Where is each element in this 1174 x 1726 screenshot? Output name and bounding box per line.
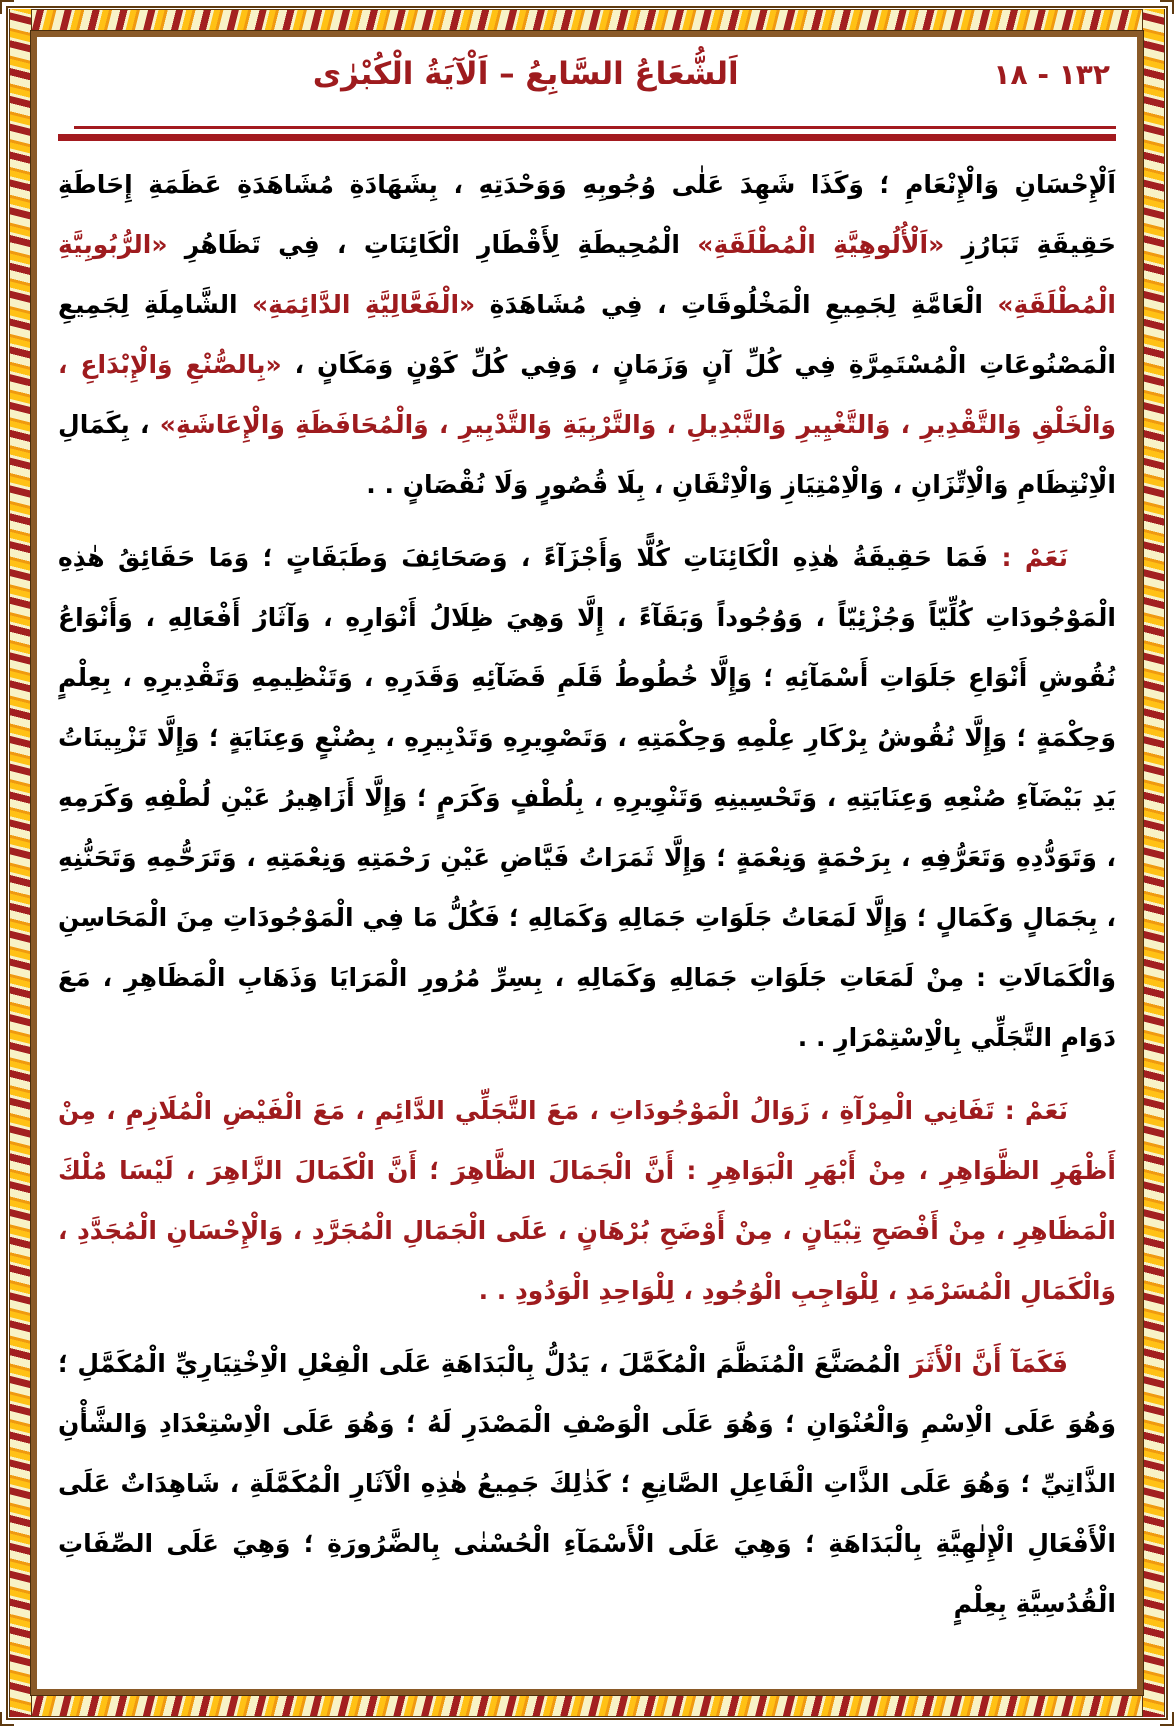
corner-ornament-bottom-left	[0, 1712, 14, 1726]
body-text	[58, 155, 1116, 1634]
ornament-band-right	[1142, 9, 1165, 1717]
text-segment-black: ، بِكَمَالِ الْاِنْتِظَامِ وَالْاِتِّزَانِ ، وَالْاِمْتِيَازِ وَالْاِتْقَانِ ، بِلَا قُصُورٍ وَلَا نُقْصَانٍ . .	[58, 410, 1116, 499]
text-segment-black: الشَّامِلَةِ لِجَمِيعِ الْمَصْنُوعَاتِ الْمُسْتَمِرَّةِ فِي كُلِّ آنٍ وَزَمَانٍ ، وَفِي كُلِّ كَوْنٍ وَمَكَانٍ ،	[58, 290, 1116, 379]
corner-ornament-top-left	[0, 0, 14, 14]
ornament-band-bottom	[9, 1694, 1165, 1717]
corner-ornament-top-right	[1160, 0, 1174, 14]
page-title: اَلشُّعَاعُ السَّابِعُ – اَلْآيَةُ الْكُبْرٰى	[312, 56, 739, 92]
text-segment-black: الْمُصَنَّعَ الْمُنَظَّمَ الْمُكَمَّلَ ، يَدُلُّ بِالْبَدَاهَةِ عَلَى الْفِعْلِ الْاِخْتِيَارِيِّ الْمُكَمَّلِ ؛ وَهُوَ عَلَى الْاِسْمِ وَالْعُنْوَانِ ؛ وَهُوَ عَلَى الْوَصْفِ الْمَصْدَرِ لَهُ ؛ وَهُوَ عَلَى الْاِسْتِعْدَادِ وَالشَّأْنِ الذَّاتِيِّ ؛ وَهُوَ عَلَى الذَّاتِ الْفَاعِلِ الصَّانِعِ ؛ كَذٰلِكَ جَمِيعُ هٰذِهِ الْآثَارِ الْمُكَمَّلَةِ ، شَاهِدَاتٌ عَلَى الْأَفْعَالِ الْإِلٰهِيَّةِ بِالْبَدَاهَةِ ؛ وَهِيَ عَلَى الْأَسْمَآءِ الْحُسْنٰى بِالضَّرُورَةِ ؛ وَهِيَ عَلَى الصِّفَاتِ الْقُدُسِيَّةِ بِعِلْمٍ	[58, 1349, 1116, 1618]
paragraph	[58, 1081, 1116, 1321]
header-rule-thin	[74, 126, 1116, 129]
text-segment-red: «الرُّبُوبِيَّةِ الْمُطْلَقَةِ»	[58, 230, 1116, 319]
text-segment-red: «بِالصُّنْعِ وَالْإِبْدَاعِ ، وَالْخَلْقِ وَالتَّقْدِيرِ ، وَالتَّغْيِيرِ وَالتَّبْدِيلِ ، وَالتَّرْبِيَةِ وَالتَّدْبِيرِ ، وَالْمُحَافَظَةِ وَالْإِعَاشَةِ»	[58, 350, 1116, 439]
text-segment-black: اَلْإِحْسَانِ وَالْإِنْعَامِ ؛ وَكَذَا شَهِدَ عَلٰى وُجُوبِهِ وَوَحْدَتِهِ ، بِشَهَادَةِ مُشَاهَدَةِ عَظَمَةِ إِحَاطَةِ حَقِيقَةِ تَبَارُزِ	[58, 170, 1117, 259]
ornament-band-top	[9, 9, 1165, 32]
page-number: ١٣٢ - ١٨	[993, 58, 1110, 91]
page-content	[58, 56, 1116, 1678]
text-segment-red: «اَلْأُلُوهِيَّةِ الْمُطْلَقَةِ»	[697, 230, 945, 259]
text-segment-red: فَكَمَآ أَنَّ الْأَثَرَ	[900, 1349, 1069, 1378]
text-segment-black: الْعَامَّةِ لِجَمِيعِ الْمَخْلُوقَاتِ ، فِي مُشَاهَدَةِ	[475, 290, 998, 319]
text-segment-red: نَعَمْ : تَفَانِي الْمِرْآةِ ، زَوَالُ الْمَوْجُودَاتِ ، مَعَ التَّجَلِّي الدَّائِمِ ، مَعَ الْفَيْضِ الْمُلَازِمِ ، مِنْ أَظْهَرِ الظَّوَاهِرِ ، مِنْ أَبْهَرِ الْبَوَاهِرِ : أَنَّ الْجَمَالَ الظَّاهِرَ ؛ أَنَّ الْكَمَالَ الزَّاهِرَ ، لَيْسَا مُلْكَ الْمَظَاهِرِ ، مِنْ أَفْصَحِ تِبْيَانٍ ، مِنْ أَوْضَحِ بُرْهَانٍ ، عَلَى الْجَمَالِ الْمُجَرَّدِ ، وَالْإِحْسَانِ الْمُجَدَّدِ ، وَالْكَمَالِ الْمُسَرْمَدِ ، لِلْوَاجِبِ الْوُجُودِ ، لِلْوَاحِدِ الْوَدُودِ . .	[58, 1096, 1116, 1305]
paragraph	[58, 1334, 1116, 1634]
text-segment-black: الْمُحِيطَةِ لِأَقْطَارِ الْكَائِنَاتِ ، فِي تَظَاهُرِ	[167, 230, 698, 259]
text-segment-red: نَعَمْ :	[988, 543, 1068, 572]
text-segment-red: «الْفَعَّالِيَّةِ الدَّائِمَةِ»	[251, 290, 476, 319]
ornament-band-left	[9, 9, 32, 1717]
text-segment-black: فَمَا حَقِيقَةُ هٰذِهِ الْكَائِنَاتِ كُلًّا وَأَجْزَآءً ، وَصَحَائِفَ وَطَبَقَاتٍ ؛ وَمَا حَقَائِقُ هٰذِهِ الْمَوْجُودَاتِ كُلِّيّاً وَجُزْئِيّاً ، وَوُجُوداً وَبَقَآءً ، إِلَّا وَهِيَ ظِلَالُ أَنْوَارِهِ ، وَآثَارُ أَفْعَالِهِ ، وَأَنْوَاعُ نُقُوشِ أَنْوَاعِ جَلَوَاتِ أَسْمَآئِهِ ؛ وَإِلَّا خُطُوطُ قَلَمِ قَضَآئِهِ وَقَدَرِهِ ، وَتَنْظِيمِهِ وَتَقْدِيرِهِ ، بِعِلْمٍ وَحِكْمَةٍ ؛ وَإِلَّا نُقُوشُ بِرْكَارِ عِلْمِهِ وَحِكْمَتِهِ ، وَتَصْوِيرِهِ وَتَدْبِيرِهِ ، بِصُنْعٍ وَعِنَايَةٍ ؛ وَإِلَّا تَزْيِينَاتُ يَدِ بَيْضَآءِ صُنْعِهِ وَعِنَايَتِهِ ، وَتَحْسِينِهِ وَتَنْوِيرِهِ ، بِلُطْفٍ وَكَرَمٍ ؛ وَإِلَّا أَزَاهِيرُ عَيْنِ لُطْفِهِ وَكَرَمِهِ ، وَتَوَدُّدِهِ وَتَعَرُّفِهِ ، بِرَحْمَةٍ وَنِعْمَةٍ ؛ وَإِلَّا ثَمَرَاتُ فَيَّاضِ عَيْنِ رَحْمَتِهِ وَنِعْمَتِهِ ، وَتَرَحُّمِهِ وَتَحَنُّنِهِ ، بِجَمَالٍ وَكَمَالٍ ؛ وَإِلَّا لَمَعَاتُ جَلَوَاتِ جَمَالِهِ وَكَمَالِهِ ؛ فَكُلُّ مَا فِي الْمَوْجُودَاتِ مِنَ الْمَحَاسِنِ وَالْكَمَالَاتِ : مِنْ لَمَعَاتِ جَلَوَاتِ جَمَالِهِ وَكَمَالِهِ ، بِسِرِّ مُرُورِ الْمَرَايَا وَذَهَابِ الْمَظَاهِرِ ، مَعَ دَوَامِ التَّجَلِّي بِالْاِسْتِمْرَارِ . .	[58, 543, 1116, 1052]
paragraph	[58, 528, 1116, 1068]
header-rule-thick	[58, 134, 1116, 141]
paragraph	[58, 155, 1116, 515]
corner-ornament-bottom-right	[1160, 1712, 1174, 1726]
page-header	[58, 56, 1116, 120]
